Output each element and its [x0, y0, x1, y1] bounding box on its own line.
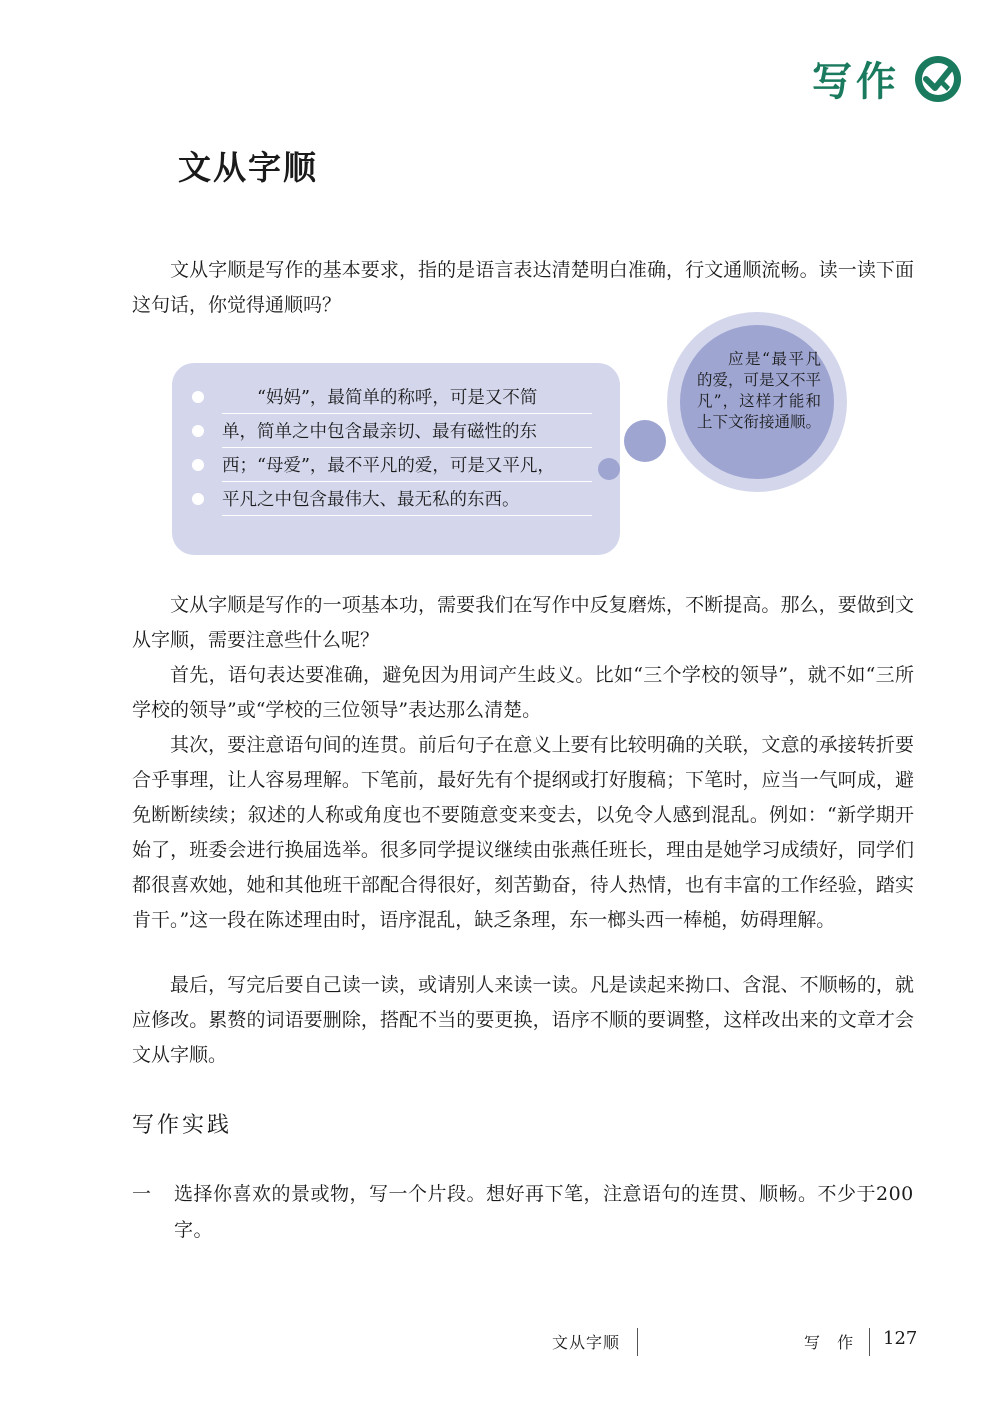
practice-item	[132, 1176, 914, 1248]
practice-number: 一	[132, 1183, 152, 1205]
body-paragraph: 文从字顺是写作的一项基本功，需要我们在写作中反复磨炼，不断提高。那么，要做到文从字顺，需要注意些什么呢？	[132, 594, 914, 651]
example-line: 西；“母爱”，最不平凡的爱，可是又平凡，	[222, 451, 592, 482]
example-bubble	[172, 363, 620, 555]
page-title: 文从字顺	[178, 148, 318, 187]
footer-chapter: 文从字顺	[552, 1333, 621, 1352]
page-number: 127	[883, 1328, 918, 1349]
pen-check-icon	[914, 55, 962, 103]
body-paragraph: 最后，写完后要自己读一读，或请别人来读一读。凡是读起来拗口、含混、不顺畅的，就应修改。累赘的词语要删除，搭配不当的要更换，语序不顺的要调整，这样改出来的文章才会文从字顺。	[132, 974, 914, 1066]
example-line: 平凡之中包含最伟大、最无私的东西。	[222, 485, 592, 516]
example-line: 单，简单之中包含最亲切、最有磁性的东	[222, 417, 592, 448]
example-line: “妈妈”，最简单的称呼，可是又不简	[222, 383, 592, 414]
bullet-dot	[192, 391, 204, 403]
side-note-text: 应是“最平凡的爱，可是又不平凡”，这样才能和上下文衔接通顺。	[697, 350, 822, 431]
footer-divider	[637, 1328, 638, 1356]
side-note-bubble	[667, 312, 847, 492]
bullet-dot	[192, 493, 204, 505]
thought-dot-large	[624, 420, 666, 462]
page-header	[812, 50, 962, 107]
intro-paragraph: 文从字顺是写作的基本要求，指的是语言表达清楚明白准确，行文通顺流畅。读一读下面这句话，你觉得通顺吗？	[132, 259, 914, 316]
body-paragraph: 首先，语句表达要准确，避免因为用词产生歧义。比如“三个学校的领导”，就不如“三所学校的领导”或“学校的三位领导”表达那么清楚。	[132, 664, 914, 721]
bullet-dot	[192, 425, 204, 437]
practice-text: 选择你喜欢的景或物，写一个片段。想好再下笔，注意语句的连贯、顺畅。不少于200字。	[174, 1183, 914, 1241]
body-paragraph: 其次，要注意语句间的连贯。前后句子在意义上要有比较明确的关联，文意的承接转折要合乎事理，让人容易理解。下笔前，最好先有个提纲或打好腹稿；下笔时，应当一气呵成，避免断断续续；叙述的人称或角度也不要随意变来变去，以免令人感到混乱。例如：“新学期开始了，班委会进行换届选举。很多同学提议继续由张燕任班长，理由是她学习成绩好，同学们都很喜欢她，她和其他班干部配合得很好，刻苦勤奋，待人热情，也有丰富的工作经验，踏实肯干。”这一段在陈述理由时，语序混乱，缺乏条理，东一榔头西一棒槌，妨碍理解。	[132, 734, 914, 931]
section-label: 写作	[812, 59, 900, 105]
footer-divider	[869, 1328, 870, 1356]
bullet-dot	[192, 459, 204, 471]
footer-section: 写 作	[804, 1333, 860, 1352]
thought-dot-small	[598, 458, 620, 480]
practice-title: 写作实践	[132, 1113, 233, 1138]
